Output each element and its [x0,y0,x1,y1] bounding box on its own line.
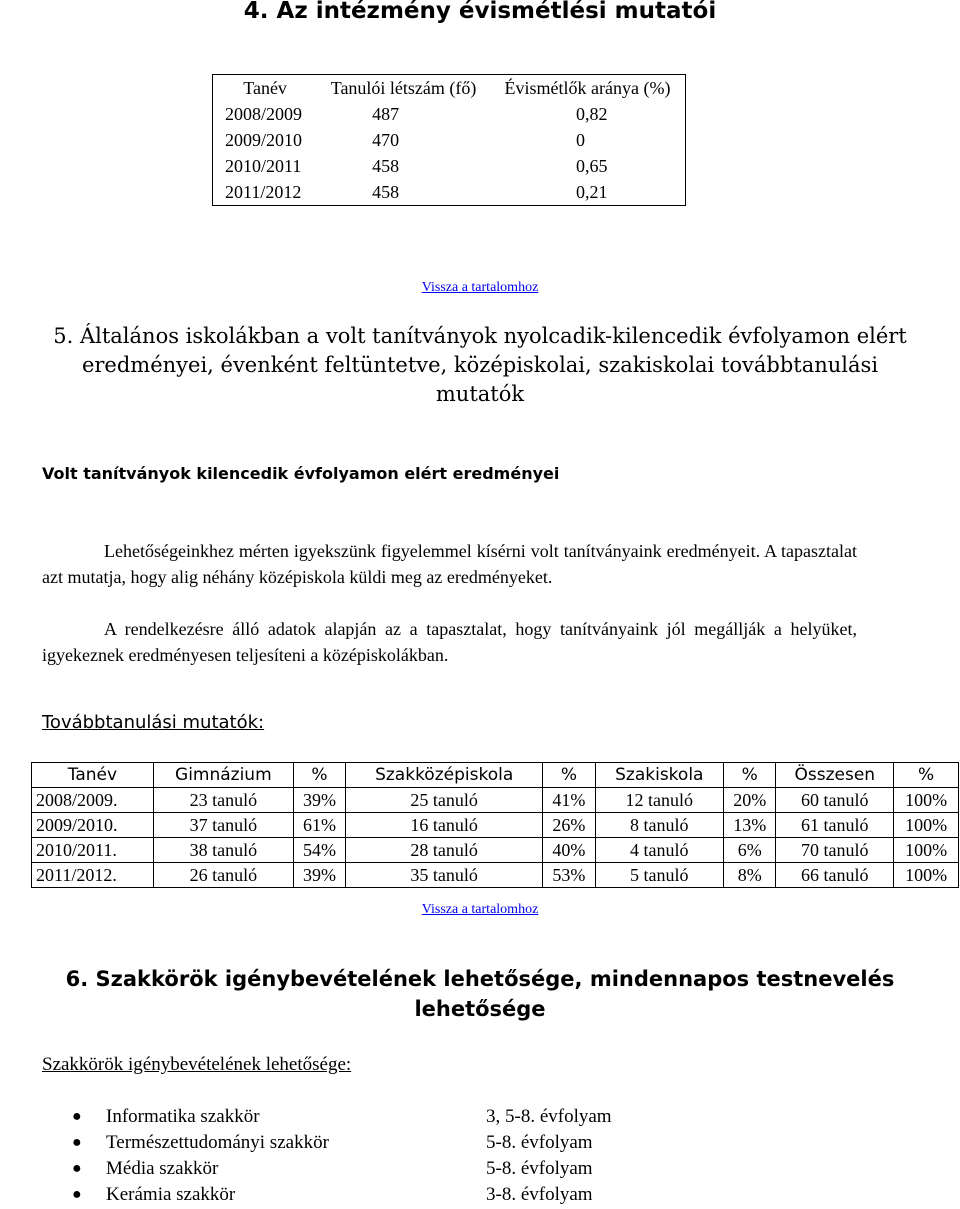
cell-year: 2011/2012. [32,863,154,888]
section4-heading: 4. Az intézmény évismétlési mutatói [243,0,717,24]
cell-gymnasium: 38 tanuló [153,838,293,863]
cell-percent: 100% [894,838,959,863]
cell-total: 66 tanuló [776,863,894,888]
cell-rate: 0,21 [575,182,608,202]
club-name: Média szakkör [106,1158,219,1179]
cell-vocational: 8 tanuló [595,813,724,838]
cell-year: 2009/2010. [32,813,154,838]
cell-rate: 0 [575,130,585,150]
clubs-subtitle: Szakkörök igénybevételének lehetősége: [42,1054,352,1075]
table-header-row [32,763,959,788]
cell-total: 61 tanuló [776,813,894,838]
cell-vocational: 12 tanuló [595,788,724,813]
col-header-enrollment: Tanulói létszám (fő) [330,78,477,98]
cell-vocational-secondary: 16 tanuló [346,813,543,838]
cell-percent: 100% [894,788,959,813]
table-row [32,863,959,888]
bullet-icon: ● [72,1160,82,1177]
further-studies-title: Továbbtanulási mutatók: [42,712,265,733]
table-row [213,101,686,127]
cell-enrollment: 458 [372,182,400,202]
table-row [213,127,686,153]
table-header-row [213,75,686,102]
cell-year: 2011/2012 [225,182,302,202]
col-header-percent: % [724,763,776,788]
cell-gymnasium: 23 tanuló [153,788,293,813]
cell-vocational-secondary: 35 tanuló [346,863,543,888]
cell-percent: 100% [894,863,959,888]
col-header-vocational-secondary: Szakközépiskola [346,763,543,788]
cell-percent: 26% [543,813,595,838]
bullet-icon: ● [72,1108,82,1125]
club-grades: 3-8. évfolyam [486,1184,593,1205]
bullet-icon: ● [72,1134,82,1151]
cell-percent: 6% [724,838,776,863]
cell-enrollment: 487 [372,104,400,124]
section6-heading-line2: lehetősége [414,997,546,1021]
further-studies-table [31,762,959,888]
col-header-year: Tanév [32,763,154,788]
cell-year: 2009/2010 [225,130,303,150]
cell-percent: 39% [293,788,345,813]
section5-subtitle: Volt tanítványok kilencedik évfolyamon elért eredményei [42,464,560,483]
cell-percent: 40% [543,838,595,863]
bullet-icon: ● [72,1186,82,1203]
table-row [32,788,959,813]
paragraph-results [42,538,857,590]
club-name: Kerámia szakkör [106,1184,236,1205]
cell-percent: 61% [293,813,345,838]
cell-rate: 0,65 [575,156,608,176]
club-grades: 3, 5-8. évfolyam [486,1106,612,1127]
cell-year: 2010/2011 [225,156,302,176]
club-name: Informatika szakkör [106,1106,260,1127]
table-row [32,813,959,838]
club-name: Természettudományi szakkör [106,1132,329,1153]
cell-vocational: 4 tanuló [595,838,724,863]
cell-enrollment: 458 [372,156,400,176]
section5-heading: 5. Általános iskolákban a volt tanítványok nyolcadik-kilencedik évfolyamon elért eredményei, évenként feltüntetve, középiskolai, szakiskolai továbbtanulási mutatók [53,324,907,406]
col-header-gymnasium: Gimnázium [153,763,293,788]
section6-heading [0,964,960,1024]
table-row [213,179,686,206]
cell-percent: 100% [894,813,959,838]
col-header-year: Tanév [243,78,287,98]
col-header-repetition-rate: Évismétlők aránya (%) [504,78,671,98]
col-header-percent: % [293,763,345,788]
paragraph-results-text: Lehetőségeinkhez mérten igyekszünk figyelemmel kísérni volt tanítványaink eredményeit. A tapasztalat azt mutatja, hogy alig néhány középiskola küldi meg az eredményeket. [42,541,857,587]
cell-gymnasium: 26 tanuló [153,863,293,888]
col-header-percent: % [894,763,959,788]
cell-year: 2010/2011. [32,838,154,863]
cell-rate: 0,82 [575,104,608,124]
paragraph-experience-text: A rendelkezésre álló adatok alapján az a tapasztalat, hogy tanítványaink jól megállják a helyüket, igyekeznek eredményesen teljesíteni a középiskolákban. [42,619,857,665]
back-to-contents-link[interactable]: Vissza a tartalomhoz [421,280,539,295]
cell-percent: 41% [543,788,595,813]
col-header-percent: % [543,763,595,788]
repetition-table [212,74,686,206]
cell-percent: 53% [543,863,595,888]
section6-heading-line1: 6. Szakkörök igénybevételének lehetősége, mindennapos testnevelés [65,967,895,991]
club-grades: 5-8. évfolyam [486,1158,593,1179]
cell-percent: 13% [724,813,776,838]
cell-year: 2008/2009 [225,104,303,124]
table-row [213,153,686,179]
cell-total: 70 tanuló [776,838,894,863]
paragraph-experience [42,616,857,668]
cell-vocational: 5 tanuló [595,863,724,888]
table-row [32,838,959,863]
cell-year: 2008/2009. [32,788,154,813]
cell-vocational-secondary: 28 tanuló [346,838,543,863]
club-grades: 5-8. évfolyam [486,1132,593,1153]
cell-gymnasium: 37 tanuló [153,813,293,838]
cell-vocational-secondary: 25 tanuló [346,788,543,813]
cell-total: 60 tanuló [776,788,894,813]
col-header-total: Összesen [776,763,894,788]
cell-percent: 39% [293,863,345,888]
cell-percent: 20% [724,788,776,813]
col-header-vocational: Szakiskola [595,763,724,788]
cell-enrollment: 470 [372,130,400,150]
back-to-contents-link[interactable]: Vissza a tartalomhoz [421,902,539,917]
cell-percent: 54% [293,838,345,863]
cell-percent: 8% [724,863,776,888]
